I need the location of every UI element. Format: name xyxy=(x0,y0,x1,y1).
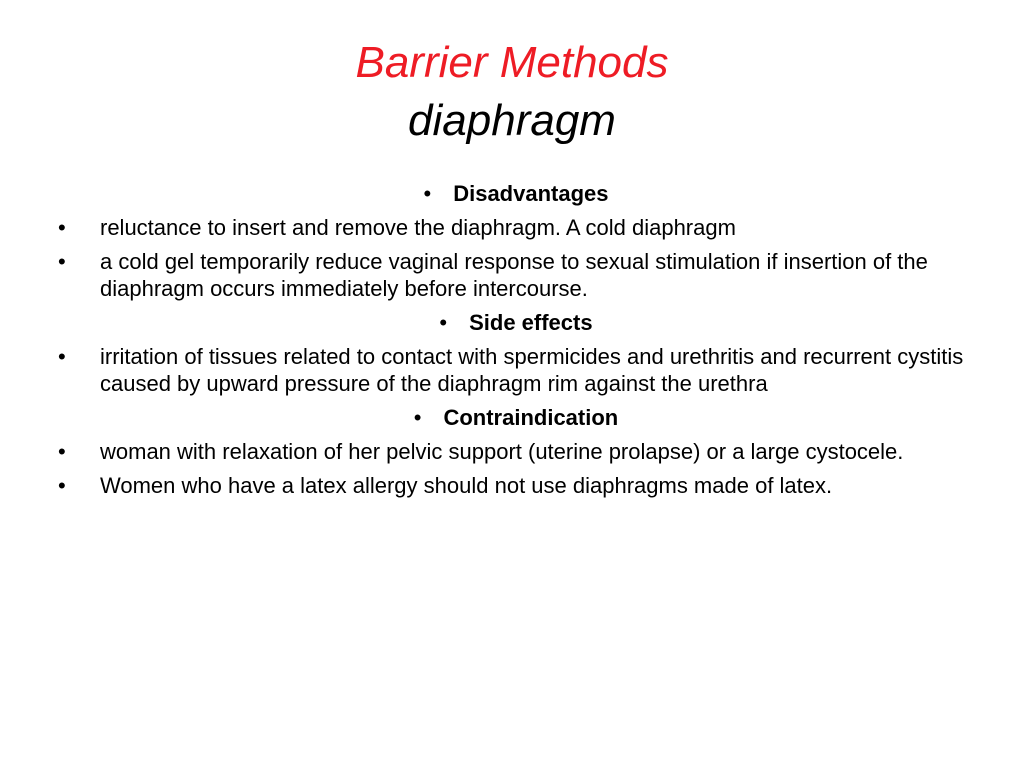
bullet-icon: • xyxy=(413,405,422,430)
bullet-item xyxy=(56,214,976,241)
bullet-icon: • xyxy=(423,181,432,206)
bullet-text: reluctance to insert and remove the diaphragm. A cold diaphragm xyxy=(100,215,736,240)
slide-subtitle: diaphragm xyxy=(408,96,616,145)
bullet-icon: • xyxy=(58,344,66,369)
bullet-text: a cold gel temporarily reduce vaginal response to sexual stimulation if insertion of the diaphragm occurs immediately before intercourse. xyxy=(100,249,928,301)
slide-title: Barrier Methods xyxy=(355,38,669,87)
bullet-icon: • xyxy=(58,215,66,240)
section-heading-disadvantages xyxy=(56,180,976,207)
bullet-icon: • xyxy=(58,249,66,274)
section-heading-contraindication xyxy=(56,404,976,431)
slide-content xyxy=(56,180,976,506)
bullet-text: irritation of tissues related to contact with spermicides and urethritis and recurrent cystitis caused by upward pressure of the diaphragm rim against the urethra xyxy=(100,344,964,396)
bullet-item xyxy=(56,438,976,465)
bullet-item xyxy=(56,248,976,302)
bullet-icon: • xyxy=(58,439,66,464)
heading-text: Disadvantages xyxy=(453,181,609,206)
heading-text: Contraindication xyxy=(443,405,619,430)
bullet-icon: • xyxy=(58,473,66,498)
bullet-icon: • xyxy=(439,310,448,335)
bullet-text: Women who have a latex allergy should not use diaphragms made of latex. xyxy=(100,473,833,498)
bullet-item xyxy=(56,472,976,499)
bullet-item xyxy=(56,343,976,397)
bullet-text: woman with relaxation of her pelvic support (uterine prolapse) or a large cystocele. xyxy=(100,439,904,464)
slide-title-block xyxy=(0,34,1024,150)
heading-text: Side effects xyxy=(469,310,593,335)
section-heading-side-effects xyxy=(56,309,976,336)
